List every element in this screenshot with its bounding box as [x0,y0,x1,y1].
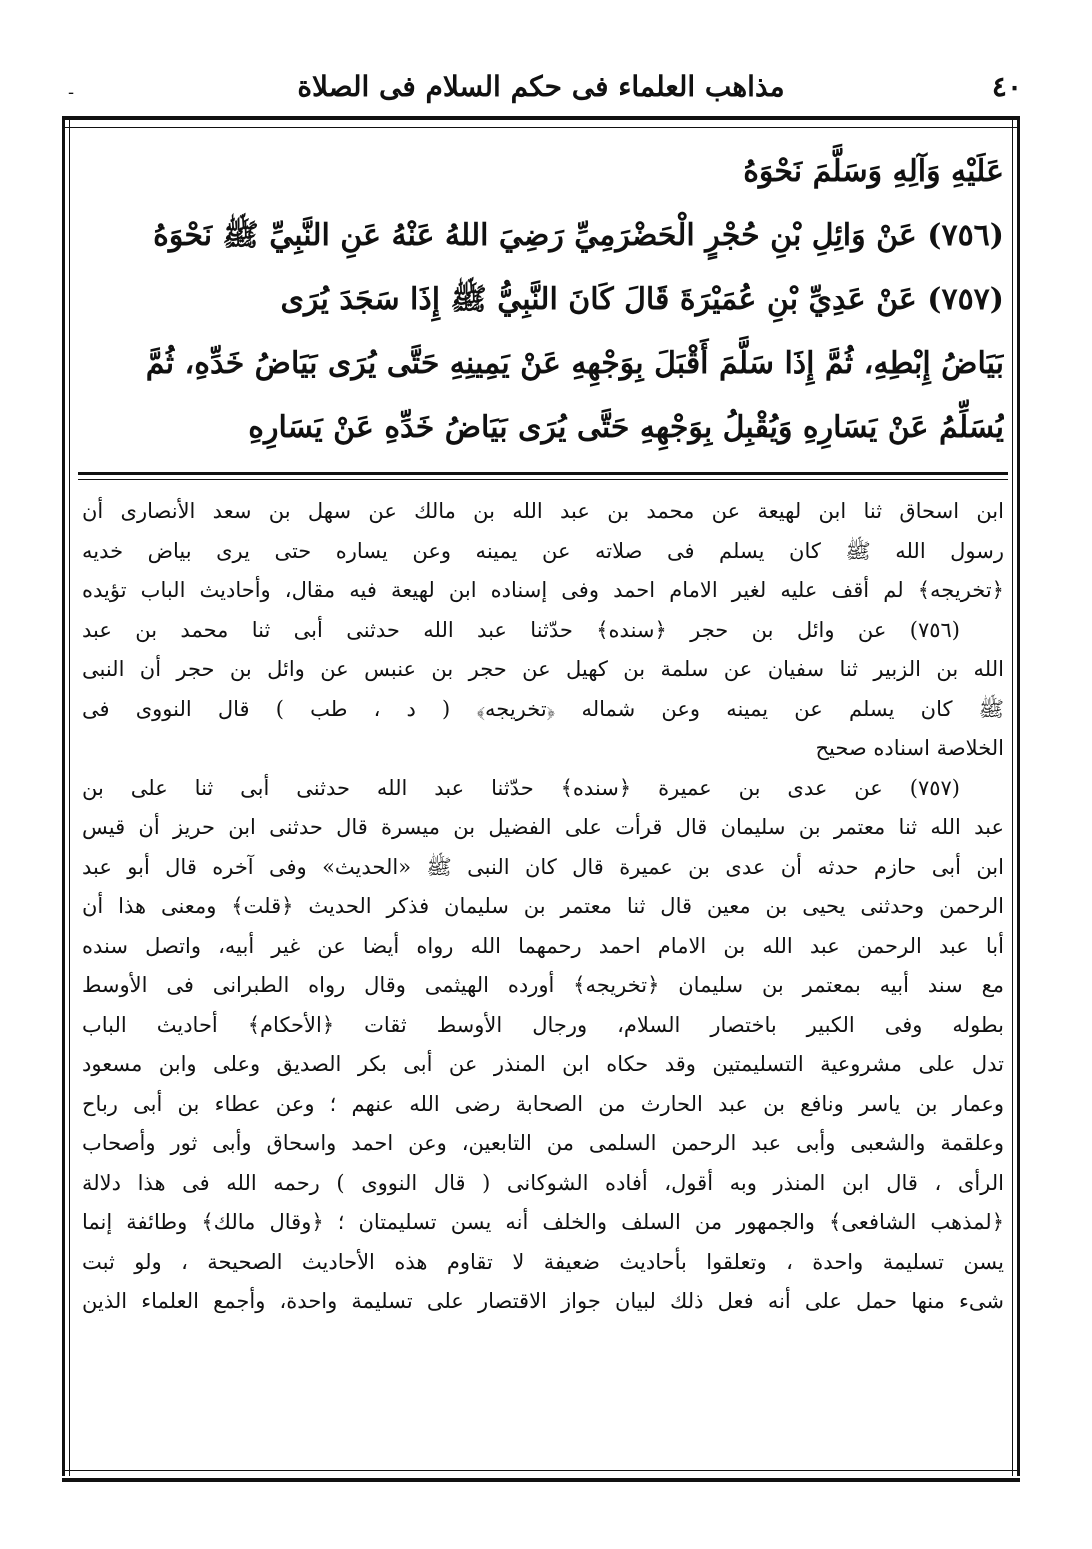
bottom-double-rule [62,1470,1020,1482]
header-mark: - [68,82,75,103]
hadith-line: (٧٥٧) عَنْ عَدِيِّ بْنِ عُمَيْرَةَ قَالَ كَانَ النَّبِيُّ ﷺ إِذَا سَجَدَ يُرَى [280,282,1004,317]
commentary-line: ابن اسحاق ثنا ابن لهيعة عن محمد بن عبد الله بن مالك عن سهل بن سعد الأنصارى أن [82,499,1004,523]
commentary-line: وعمار بن ياسر ونافع بن عبد الحارث من الصحابة رضى الله عنهم ؛ وعن عطاء بن أبى رباح [82,1091,1004,1116]
hadith-line: يُسَلِّمُ عَنْ يَسَارِهِ وَيُقْبِلُ بِوَجْهِهِ حَتَّى يُرَى بَيَاضُ خَدِّهِ عَنْ يَسَارِهِ [248,410,1004,445]
commentary-line: الله بن الزبير ثنا سفيان عن سلمة بن كهيل عن حجر بن عنبس عن وائل بن حجر أن النبى [82,657,1004,681]
hadith-line: عَلَيْهِ وَآلِهِ وَسَلَّمَ نَحْوَهُ [743,154,1004,189]
commentary-line: (٧٥٧) عن عدى بن عميرة ﴿سنده﴾ حدّثنا عبد الله حدثنى أبى ثنا على بن [82,775,960,800]
hadith-line: بَيَاضُ إِبْطِهِ، ثُمَّ إِذَا سَلَّمَ أَقْبَلَ بِوَجْهِهِ عَنْ يَمِينِهِ حَتَّى يُرَى بَيَاضُ خَدِّهِ، ثُمَّ [145,346,1004,381]
commentary-line: تدل على مشروعية التسليمتين وقد حكاه ابن المنذر عن أبى بكر الصديق وعلى وابن مسعود [82,1052,1004,1076]
commentary-line: يسن تسليمة واحدة ، وتعلقوا بأحاديث ضعيفة لا تقاوم هذه الأحاديث الصحيحة ، ولو ثبت [82,1249,1004,1274]
page-number: ٤٠ [991,70,1022,103]
commentary-line: شىء منها حمل على أنه فعل ذلك لبيان جواز الاقتصار على تسليمة واحدة، وأجمع العلماء الذين [82,1289,1004,1313]
commentary-line: الرحمن وحدثنى يحيى بن معين قال ثنا معتمر بن سليمان فذكر الحديث ﴿قلت﴾ ومعنى هذا أن [82,894,1004,918]
commentary-line: مع سند أبيه بمعتمر بن سليمان ﴿تخريجه﴾ أورده الهيثمى وقال رواه الطبرانى فى الأوسط [82,973,1004,997]
hadith-line: (٧٥٦) عَنْ وَائِلِ بْنِ حُجْرٍ الْحَضْرَمِيِّ رَضِيَ اللهُ عَنْهُ عَنِ النَّبِيِّ ﷺ نَحْوَهُ [153,218,1004,253]
commentary-line: أبا عبد الرحمن عبد الله بن الامام احمد رحمهما الله رواه أيضا عن غير أبيه، واتصل سنده [82,933,1004,958]
commentary-line: ابن أبى حازم حدثه أن عدى بن عميرة قال كان النبى ﷺ «الحديث» وفى آخره قال أبو عبد [82,854,1004,879]
section-divider-rule [78,472,1008,480]
commentary-line: الخلاصة اسناده صحيح [815,736,1004,760]
commentary-line: ﴿لمذهب الشافعى﴾ والجمهور من السلف والخلف أنه يسن تسليمتان ؛ ﴿وقال مالك﴾ وطائفة إنما [82,1210,1004,1234]
commentary-line: ﷺ كان يسلم عن يمينه وعن شماله ﴿تخريجه﴾ ( د ، طب ) قال النووى فى [82,696,1004,721]
commentary-line: رسول الله ﷺ كان يسلم فى صلاته عن يمينه وعن يساره حتى يرى بياض خديه [82,538,1004,563]
commentary-line: بطوله وفى الكبير باختصار السلام، ورجال الأوسط ثقات ﴿الأحكام﴾ أحاديث الباب [82,1012,1004,1037]
commentary-line: (٧٥٦) عن وائل بن حجر ﴿سنده﴾ حدّثنا عبد الله حدثنى أبى ثنا محمد بن عبد [82,617,960,642]
hadith-text-section [82,140,1004,466]
top-double-rule [62,116,1020,128]
commentary-line: وعلقمة والشعبى وأبى عبد الرحمن السلمى من التابعين، وعن احمد واسحاق وأبى ثور وأصحاب [82,1131,1004,1155]
commentary-line: عبد الله ثنا معتمر بن سليمان قال قرأت على الفضيل بن ميسرة قال حدثنى ابن حريز أن قيس [82,815,1004,839]
commentary-line: الرأى ، قال ابن المنذر وبه أقول، أفاده الشوكانى ( قال النووى ) رحمه الله فى هذا دلالة [82,1170,1004,1195]
running-title: مذاهب العلماء فى حكم السلام فى الصلاة [297,70,785,103]
commentary-line: ﴿تخريجه﴾ لم أقف عليه لغير الامام احمد وفى إسناده ابن لهيعة فيه مقال، وأحاديث الباب تؤيده [82,578,1004,602]
commentary-section [82,492,1004,1462]
page-header [60,70,1022,110]
